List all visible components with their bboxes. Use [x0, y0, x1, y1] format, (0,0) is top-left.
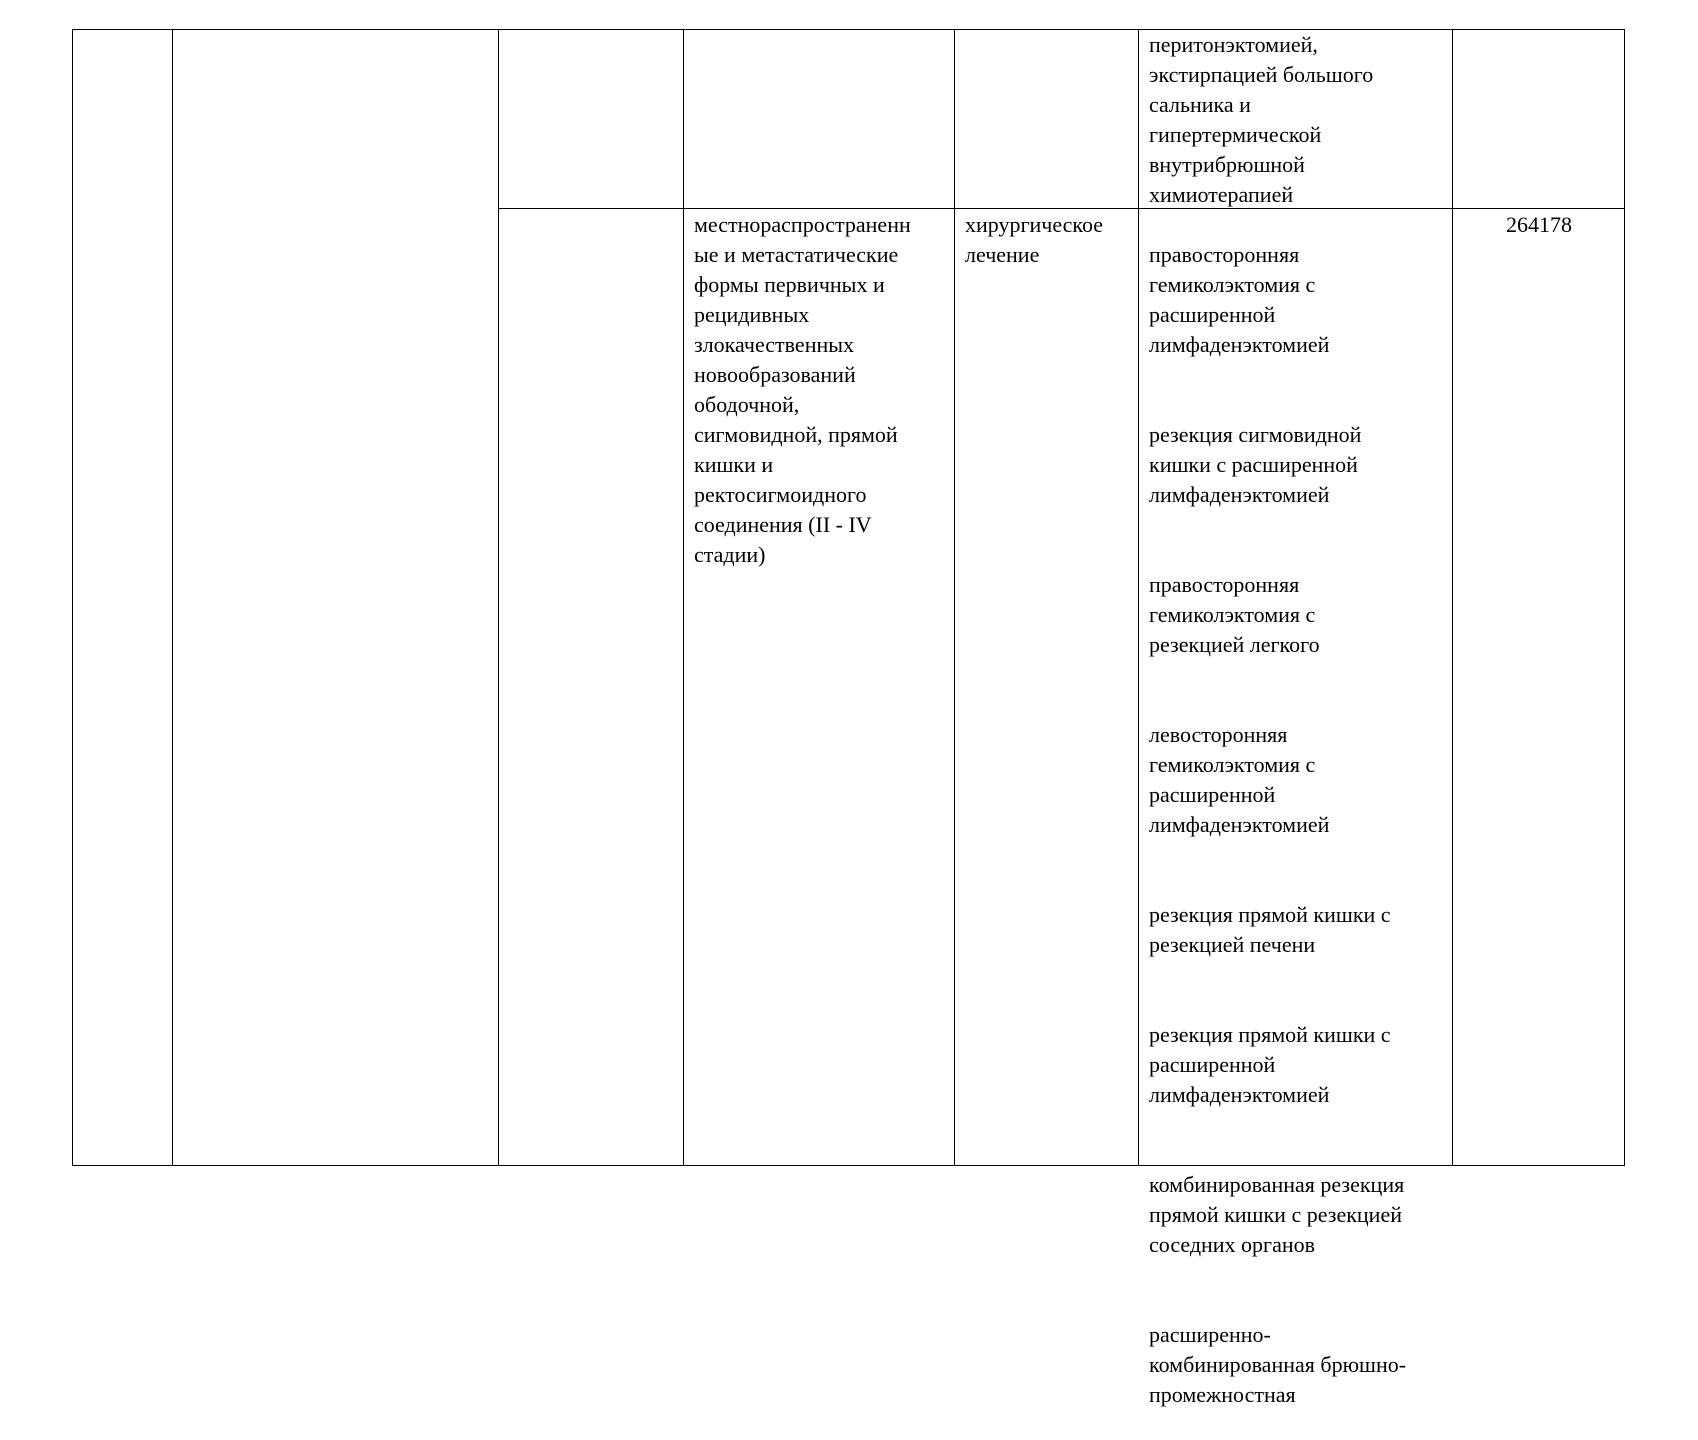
method-item: правосторонняя гемиколэктомия с расширенной лимфаденэктомией	[1149, 242, 1330, 357]
method-item: резекция прямой кишки с расширенной лимфаденэктомией	[1149, 1022, 1391, 1107]
method-item: левосторонняя гемиколэктомия с расширенной лимфаденэктомией	[1149, 722, 1330, 837]
column-divider	[1138, 29, 1139, 1166]
method-item: резекция сигмовидной кишки с расширенной лимфаденэктомией	[1149, 422, 1362, 507]
treatment-type-cell: хирургическое лечение	[965, 212, 1104, 267]
column-divider	[954, 29, 955, 1166]
method-item: резекция прямой кишки с резекцией печени	[1149, 902, 1391, 957]
price-cell: 264178	[1506, 212, 1572, 237]
diagnosis-cell: местнораспространенн ые и метастатические формы первичных и рецидивных злокачественных новообразований ободочной, сигмовидной, прямой кишки и ректосигмоидного соединения (II - IV стадии)	[694, 212, 911, 567]
method-item: комбинированная резекция прямой кишки с резекцией соседних органов	[1149, 1172, 1405, 1257]
column-divider	[1452, 29, 1453, 1166]
method-item: расширенно- комбинированная брюшно- промежностная	[1149, 1322, 1407, 1407]
column-divider	[498, 29, 499, 1166]
methods-cell-continued: перитонэктомией, экстирпацией большого сальника и гипертермической внутрибрюшной химиотерапией	[1149, 32, 1374, 207]
column-divider	[172, 29, 173, 1166]
methods-cell	[1149, 210, 1449, 1440]
column-divider	[683, 29, 684, 1166]
method-item: правосторонняя гемиколэктомия с резекцией легкого	[1149, 572, 1320, 657]
row-divider	[498, 208, 1625, 209]
